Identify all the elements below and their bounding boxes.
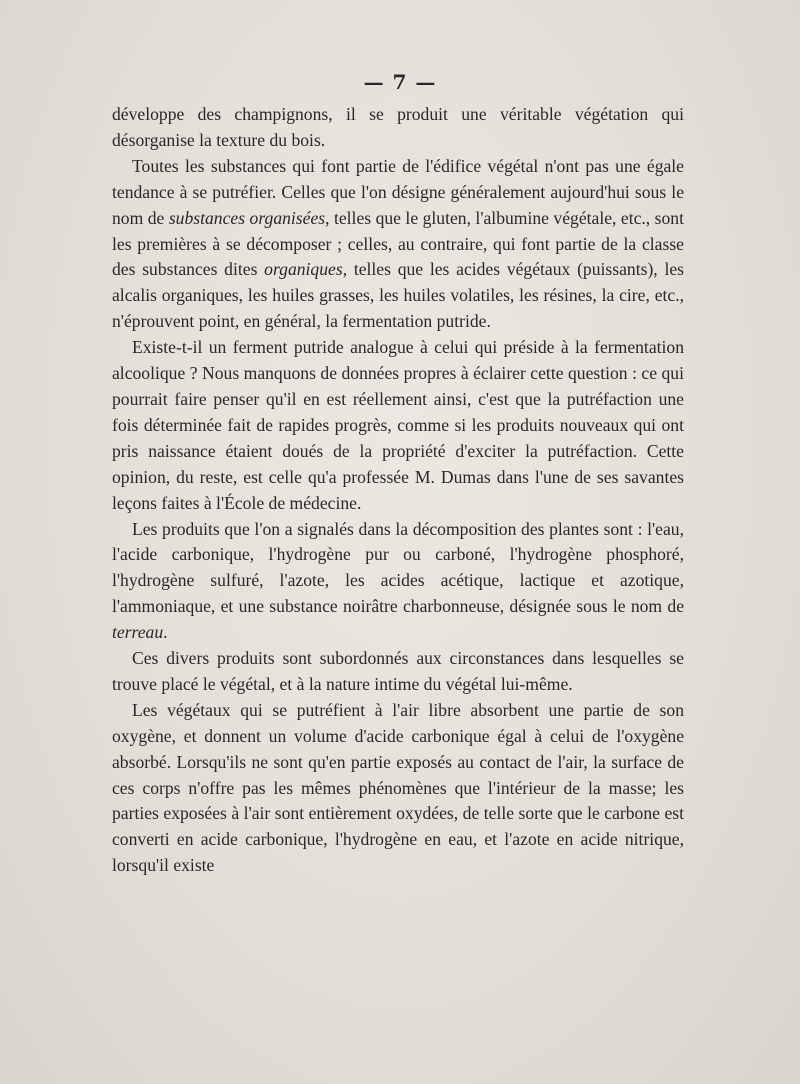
paragraph-5 (112, 646, 684, 698)
paragraph-2-text-after: , telles que les acides végétaux (puissants), les alcalis organiques, les huiles grasses, les huiles volatiles, les résines, la cire, etc., n'éprouvent point, en général, la fermentation putride. (112, 259, 684, 332)
paragraph-4 (112, 517, 684, 647)
italic-term-terreau: terreau (112, 622, 164, 643)
paragraph-1-text: développe des champignons, il se produit une véritable végétation qui désorganise la texture du bois. (112, 104, 684, 150)
italic-term-organiques: organiques (264, 259, 343, 280)
body-text (112, 102, 684, 879)
paragraph-3 (112, 335, 684, 516)
paragraph-1 (112, 102, 684, 154)
italic-term-substances-organisees: substances organisées (168, 207, 326, 228)
paragraph-4-text-after: . (163, 622, 168, 643)
paragraph-6-text: Les végétaux qui se putréfient à l'air libre absorbent une partie de son oxygène, et donnent un volume d'acide carbonique égal à celui de l'oxygène absorbé. Lorsqu'ils ne sont qu'en partie exposés au contact de l'air, la surface de ces corps n'offre pas les mêmes phénomènes que l'intérieur de la masse; les parties exposées à l'air sont entièrement oxydées, de telle sorte que le carbone est converti en acide carbonique, l'hydrogène en eau, et l'azote en acide nitrique, lorsqu'il existe (112, 699, 684, 876)
paragraph-3-text: Existe-t-il un ferment putride analogue à celui qui préside à la fermentation alcoolique ? Nous manquons de données propres à éclairer cette question : ce qui pourrait faire penser qu'il en est réellement ainsi, c'est que la putréfaction une fois déterminée fait de rapides progrès, comme si les produits nouveaux qui ont pris naissance étaient doués de la propriété d'exciter la putréfaction. Cette opinion, du reste, est celle qu'a professée M. Dumas dans l'une de ses savantes leçons faites à l'École de médecine. (112, 337, 684, 513)
paragraph-6 (112, 698, 684, 879)
paragraph-2 (112, 154, 684, 335)
page-number: — 7 — (363, 70, 437, 94)
paragraph-2-text-before: Toutes les substances qui font partie de l'édifice végétal n'ont pas une égale tendance à se putréfier. Celles que l'on désigne généralement aujourd'hui sous le nom de (112, 155, 684, 228)
paragraph-5-text: Ces divers produits sont subordonnés aux circonstances dans lesquelles se trouve placé le végétal, et à la nature intime du végétal lui-même. (112, 648, 684, 694)
paragraph-4-text-before: Les produits que l'on a signalés dans la décomposition des plantes sont : l'eau, l'acide carbonique, l'hydrogène pur ou carboné, l'hydrogène phosphoré, l'hydrogène sulfuré, l'azote, les acides acétique, lactique et azotique, l'ammoniaque, et une substance noirâtre charbonneuse, désignée sous le nom de (112, 518, 684, 617)
paragraph-2-text-middle: , telles que le gluten, l'albumine végétale, etc., sont les premières à se décomposer ; celles, au contraire, qui font partie de la classe des substances dites (112, 207, 684, 280)
